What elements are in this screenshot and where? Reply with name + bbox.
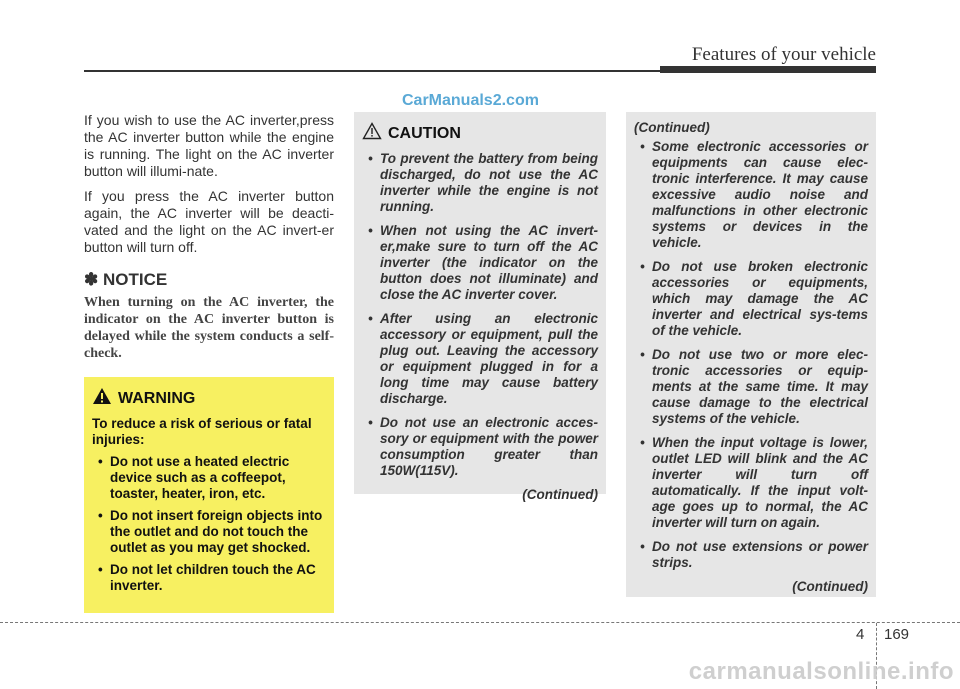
list-item: • Do not use broken electronic accessories or equipments, which may damage the AC inverter and electrical sys-tems of the vehicle. [634, 259, 868, 339]
header-rule-accent [660, 66, 876, 73]
list-item: • When the input voltage is lower, outlet LED will blink and the AC inverter will turn off automatically. If the input volt-age goes up to normal, the AC inverter will turn on again. [634, 435, 868, 531]
warning-label: WARNING [118, 389, 196, 407]
caution-label: CAUTION [388, 124, 461, 142]
caution-header [362, 122, 598, 145]
list-item: • When not using the AC invert-er,make sure to turn off the AC inverter (the indicator on the button does not illuminate) and close the AC inverter cover. [362, 223, 598, 303]
paragraph-2: If you press the AC inverter button again, the AC inverter will be deacti-vated and the light on the AC invert-er button will turn off. [84, 188, 334, 255]
caution-box [354, 112, 606, 502]
watermark-bottom: carmanualsonline.info [688, 658, 954, 685]
caution-continued-box [626, 112, 876, 597]
watermark-top: CarManuals2.com [402, 92, 539, 109]
caution-triangle-icon [362, 122, 382, 145]
warning-header [92, 387, 326, 410]
list-item: • Some electronic accessories or equipments can cause elec-tronic interference. It may cause excessive audio noise and malfunctions in other electronic systems or devices in the vehicle. [634, 139, 868, 251]
list-item: • After using an electronic accessory or equipment, pull the plug out. Leaving the accessory or equipment plugged in for a long time may cause battery discharge. [362, 311, 598, 407]
list-item: • Do not insert foreign objects into the outlet and do not touch the outlet as you may get shocked. [92, 508, 326, 556]
footer-rule [0, 622, 960, 623]
notice-body: When turning on the AC inverter, the indicator on the AC inverter button is delayed while the system conducts a self-check. [84, 295, 334, 361]
paragraph-1: If you wish to use the AC inverter,press the AC inverter button while the engine is running. The light on the AC inverter button will illumi-nate. [84, 112, 334, 179]
list-item: • Do not let children touch the AC inverter. [92, 562, 326, 594]
list-item: • Do not use extensions or power strips. [634, 539, 868, 571]
list-item: • Do not use a heated electric device such as a coffeepot, toaster, heater, iron, etc. [92, 454, 326, 502]
body-column [84, 112, 334, 362]
warning-box [84, 377, 334, 613]
list-item: • To prevent the battery from being discharged, do not use the AC inverter while the engine is not running. [362, 151, 598, 215]
header-title: Features of your vehicle [691, 44, 876, 65]
continued-heading: (Continued) [634, 120, 710, 135]
list-item: • Do not use an electronic acces-sory or equipment with the power consumption greater than 150W(115V). [362, 415, 598, 479]
warning-triangle-icon [92, 387, 112, 410]
notice-title: ✽ NOTICE [84, 270, 168, 289]
caution-continued: (Continued) [522, 487, 598, 502]
page-number: 169 [884, 626, 910, 643]
warning-intro: To reduce a risk of serious or fatal injuries: [92, 416, 312, 447]
list-item: • Do not use two or more elec-tronic accessories or equip-ments at the same time. It may cause damage to the electrical systems of the vehicle. [634, 347, 868, 427]
chapter-number: 4 [856, 626, 865, 643]
continued-list [634, 139, 868, 571]
caution-list [362, 151, 598, 479]
warning-list [92, 454, 326, 594]
continued-footer: (Continued) [792, 579, 868, 594]
